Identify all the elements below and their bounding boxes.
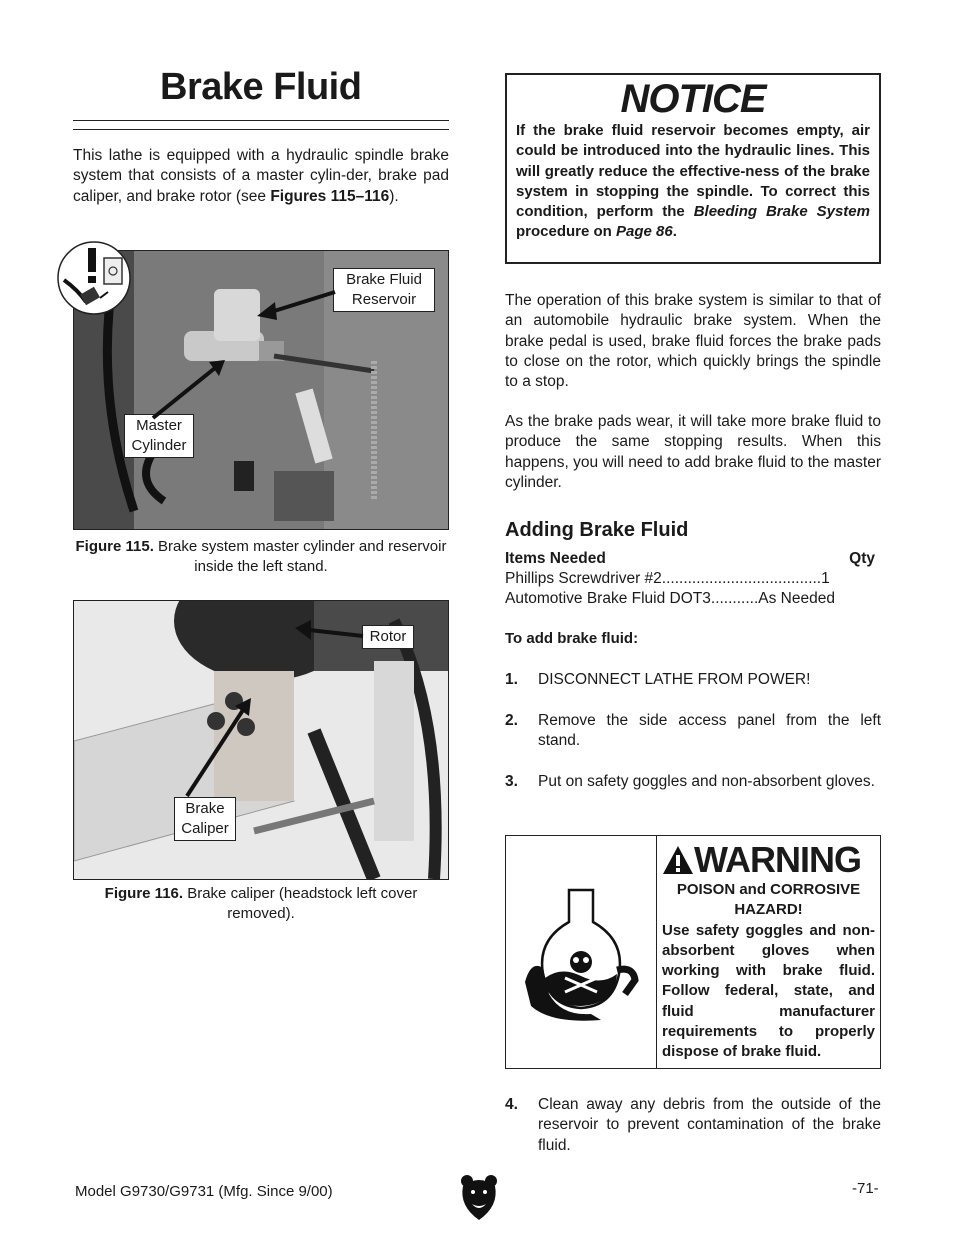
figure-115-caption: Figure 115. Brake system master cylinder and reservoir inside the left stand. <box>75 538 447 575</box>
title-rule-top <box>73 120 449 121</box>
figure-116-caption: Figure 116. Brake caliper (headstock left cover removed). <box>104 885 418 922</box>
notice-heading: NOTICE <box>620 77 766 121</box>
notice-body: If the brake fluid reservoir becomes empty, air could be introduced into the hydraulic lines. This will greatly reduce the effective-ness of the brake system in stopping the spindle. To correct this condition, perform the Bleeding Brake System procedure on Page 86. <box>516 122 870 241</box>
step-2: 2. Remove the side access panel from the left stand. <box>505 712 881 750</box>
item-row: Automotive Brake Fluid DOT3 ........... As Needed <box>505 590 835 607</box>
footer-model: Model G9730/G9731 (Mfg. Since 9/00) <box>75 1183 333 1200</box>
intro-paragraph: This lathe is equipped with a hydraulic spindle brake system that consists of a master cylin-der, brake pad caliper, and brake rotor (see Figures 115–116). <box>73 147 449 205</box>
poison-flask-icon <box>521 882 641 1022</box>
bear-logo-icon <box>459 1172 499 1222</box>
step-3: 3. Put on safety goggles and non-absorbent gloves. <box>505 773 875 790</box>
warning-triangle-icon <box>662 844 694 876</box>
warning-hazard: POISON and CORROSIVE HAZARD! <box>676 881 861 919</box>
procedure-label: To add brake fluid: <box>505 630 639 647</box>
item-row: Phillips Screwdriver #2 ..................................... 1 <box>505 570 830 587</box>
page-title: Brake Fluid <box>160 66 362 108</box>
figure-116-arrows <box>73 600 447 878</box>
title-rule-bottom <box>73 129 449 130</box>
callout-master-cylinder: Master Cylinder <box>124 414 194 458</box>
operation-paragraph: The operation of this brake system is similar to that of an automobile hydraulic brake system. When the brake pedal is used, brake fluid forces the brake pads to close on the rotor, which quickly brings the spindle to a stop. <box>505 292 881 391</box>
step-1: 1. DISCONNECT LATHE FROM POWER! <box>505 671 811 688</box>
items-header-row: Items Needed Qty <box>505 550 875 567</box>
step-4: 4. Clean away any debris from the outside of the reservoir to prevent contamination of the brake fluid. <box>505 1096 881 1154</box>
warning-box <box>505 835 881 1069</box>
callout-brake-fluid-reservoir: Brake Fluid Reservoir <box>333 268 435 312</box>
warning-image-cell <box>506 836 657 1068</box>
callout-rotor: Rotor <box>362 625 414 649</box>
callout-brake-caliper: Brake Caliper <box>174 797 236 841</box>
notice-box <box>505 73 881 264</box>
warning-body: Use safety goggles and non-absorbent gloves when working with brake fluid. Follow federal, state, and fluid manufacturer requirements to properly dispose of brake fluid. <box>662 921 875 1061</box>
wear-paragraph: As the brake pads wear, it will take more brake fluid to produce the same stopping results. When this happens, you will need to add brake fluid to the master cylinder. <box>505 413 881 491</box>
footer-page-number: -71- <box>852 1180 879 1197</box>
warning-heading: WARNING <box>662 840 875 880</box>
items-needed-list <box>505 549 875 609</box>
figure-reference: Figures 115–116 <box>270 187 390 205</box>
figure-115-arrows <box>73 250 447 528</box>
warning-text-cell <box>657 836 880 1068</box>
adding-brake-fluid-heading: Adding Brake Fluid <box>505 519 689 541</box>
